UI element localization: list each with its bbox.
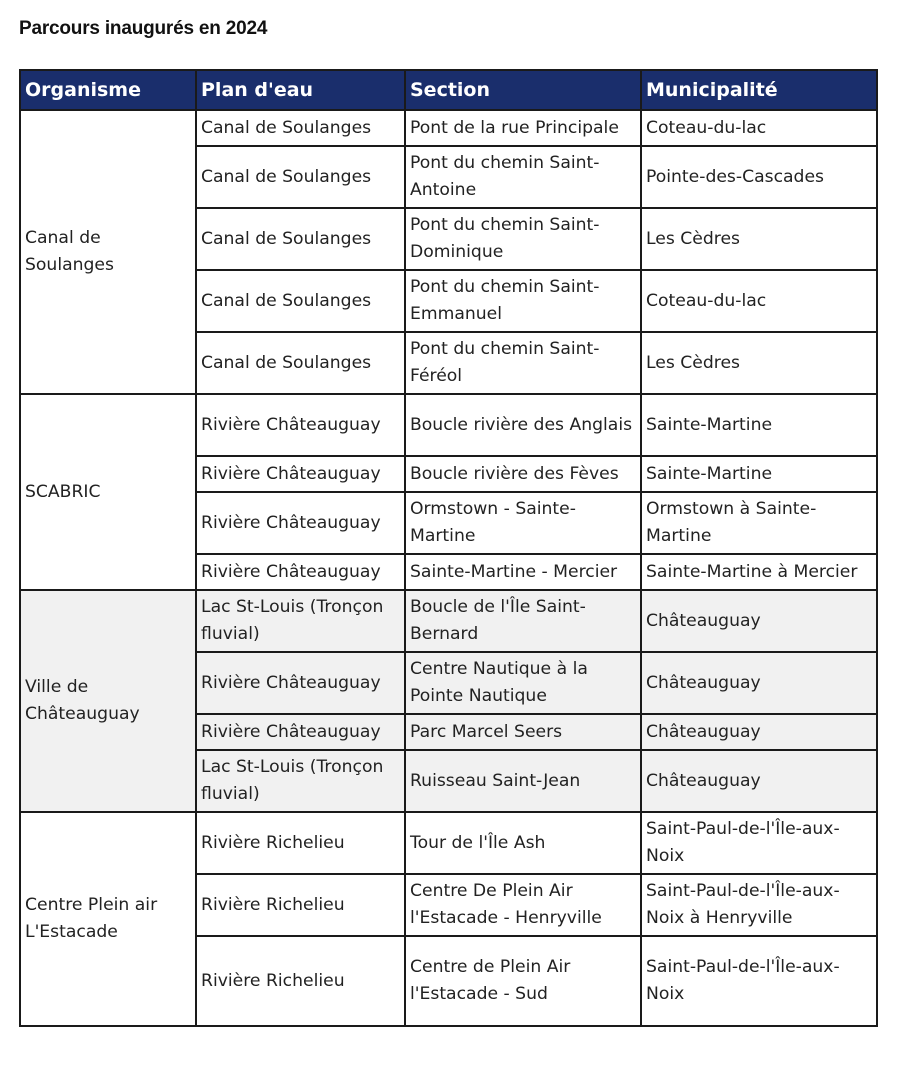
municipalite-cell: Pointe-des-Cascades <box>641 146 877 208</box>
organisme-cell: Centre Plein air L'Estacade <box>20 812 196 1026</box>
section-cell: Pont du chemin Saint-Féréol <box>405 332 641 394</box>
section-cell: Boucle rivière des Anglais <box>405 394 641 456</box>
organisme-cell: SCABRIC <box>20 394 196 590</box>
group-ville-de-chateauguay <box>20 590 877 812</box>
municipalite-cell: Sainte-Martine <box>641 394 877 456</box>
plan-eau-cell: Lac St-Louis (Tronçon fluvial) <box>196 590 405 652</box>
plan-eau-cell: Canal de Soulanges <box>196 110 405 146</box>
municipalite-cell: Ormstown à Sainte-Martine <box>641 492 877 554</box>
section-cell: Pont du chemin Saint-Antoine <box>405 146 641 208</box>
section-cell: Centre De Plein Air l'Estacade - Henryville <box>405 874 641 936</box>
routes-table <box>19 69 878 1027</box>
section-cell: Boucle rivière des Fèves <box>405 456 641 492</box>
plan-eau-cell: Canal de Soulanges <box>196 270 405 332</box>
municipalite-cell: Châteauguay <box>641 714 877 750</box>
header-plan-eau: Plan d'eau <box>196 70 405 110</box>
header-row <box>20 70 877 110</box>
plan-eau-cell: Lac St-Louis (Tronçon fluvial) <box>196 750 405 812</box>
municipalite-cell: Châteauguay <box>641 590 877 652</box>
organisme-cell: Canal de Soulanges <box>20 110 196 394</box>
section-cell: Pont du chemin Saint-Dominique <box>405 208 641 270</box>
plan-eau-cell: Rivière Richelieu <box>196 936 405 1026</box>
plan-eau-cell: Canal de Soulanges <box>196 146 405 208</box>
plan-eau-cell: Canal de Soulanges <box>196 332 405 394</box>
header-section: Section <box>405 70 641 110</box>
header-organisme: Organisme <box>20 70 196 110</box>
municipalite-cell: Saint-Paul-de-l'Île-aux-Noix <box>641 812 877 874</box>
page-title: Parcours inaugurés en 2024 <box>19 18 268 39</box>
section-cell: Centre de Plein Air l'Estacade - Sud <box>405 936 641 1026</box>
group-canal-de-soulanges <box>20 110 877 394</box>
municipalite-cell: Les Cèdres <box>641 332 877 394</box>
plan-eau-cell: Canal de Soulanges <box>196 208 405 270</box>
plan-eau-cell: Rivière Châteauguay <box>196 456 405 492</box>
section-cell: Pont du chemin Saint-Emmanuel <box>405 270 641 332</box>
table-row <box>20 590 877 652</box>
header-municipalite: Municipalité <box>641 70 877 110</box>
plan-eau-cell: Rivière Châteauguay <box>196 394 405 456</box>
section-cell: Sainte-Martine - Mercier <box>405 554 641 590</box>
section-cell: Boucle de l'Île Saint-Bernard <box>405 590 641 652</box>
municipalite-cell: Sainte-Martine à Mercier <box>641 554 877 590</box>
section-cell: Pont de la rue Principale <box>405 110 641 146</box>
section-cell: Centre Nautique à la Pointe Nautique <box>405 652 641 714</box>
table-row <box>20 110 877 146</box>
section-cell: Ormstown - Sainte-Martine <box>405 492 641 554</box>
municipalite-cell: Coteau-du-lac <box>641 270 877 332</box>
plan-eau-cell: Rivière Richelieu <box>196 874 405 936</box>
section-cell: Parc Marcel Seers <box>405 714 641 750</box>
section-cell: Ruisseau Saint-Jean <box>405 750 641 812</box>
organisme-cell: Ville de Châteauguay <box>20 590 196 812</box>
group-scabric <box>20 394 877 590</box>
municipalite-cell: Châteauguay <box>641 652 877 714</box>
plan-eau-cell: Rivière Châteauguay <box>196 652 405 714</box>
group-centre-plein-air-lestacade <box>20 812 877 1026</box>
municipalite-cell: Les Cèdres <box>641 208 877 270</box>
municipalite-cell: Saint-Paul-de-l'Île-aux-Noix à Henryville <box>641 874 877 936</box>
municipalite-cell: Saint-Paul-de-l'Île-aux-Noix <box>641 936 877 1026</box>
table-header <box>20 70 877 110</box>
table-row <box>20 394 877 456</box>
municipalite-cell: Châteauguay <box>641 750 877 812</box>
plan-eau-cell: Rivière Richelieu <box>196 812 405 874</box>
municipalite-cell: Coteau-du-lac <box>641 110 877 146</box>
section-cell: Tour de l'Île Ash <box>405 812 641 874</box>
table-row <box>20 812 877 874</box>
plan-eau-cell: Rivière Châteauguay <box>196 714 405 750</box>
plan-eau-cell: Rivière Châteauguay <box>196 492 405 554</box>
municipalite-cell: Sainte-Martine <box>641 456 877 492</box>
plan-eau-cell: Rivière Châteauguay <box>196 554 405 590</box>
